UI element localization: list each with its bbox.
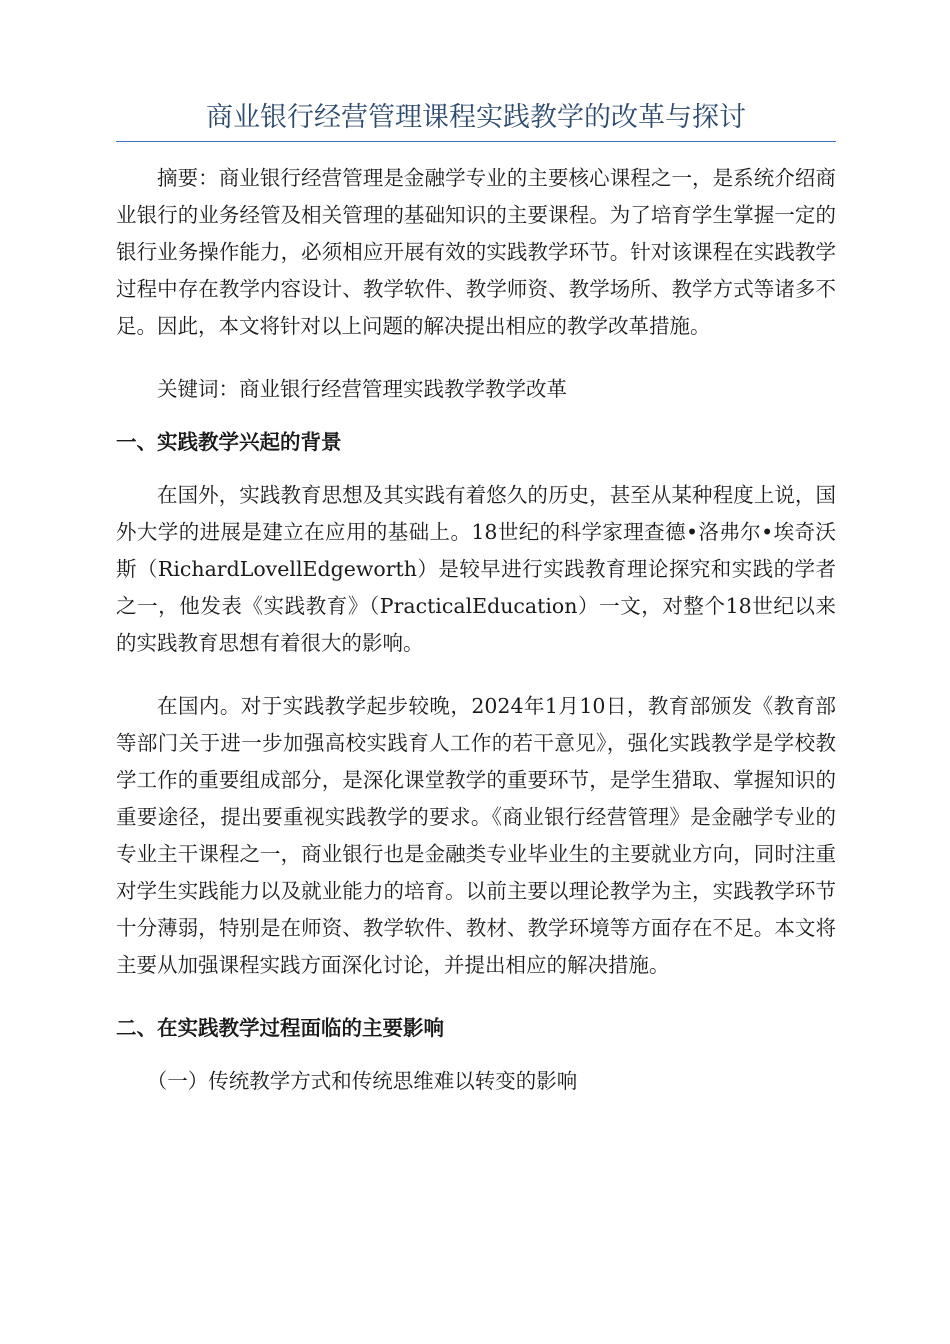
section-1-heading: 一、实践教学兴起的背景 [116,430,342,455]
title-underline [116,141,836,142]
document-page [116,100,836,1100]
section-1-paragraph-1: 在国外，实践教育思想及其实践有着悠久的历史，甚至从某种程度上说，国外大学的进展是建立在应用的基础上。18世纪的科学家理查德•洛弗尔•埃奇沃斯（RichardLovellEdgeworth）是较早进行实践教育理论探究和实践的学者之一，他发表《实践教育》（PracticalEducation）一文，对整个18世纪以来的实践教育思想有着很大的影响。 [116,483,836,656]
section-2-subheading-1: （一）传统教学方式和传统思维难以转变的影响 [146,1069,578,1094]
document-title: 商业银行经营管理课程实践教学的改革与探讨 [206,102,746,133]
section-2-heading: 二、在实践教学过程面临的主要影响 [116,1016,444,1041]
keywords-paragraph: 关键词：商业银行经营管理实践教学教学改革 [157,377,567,402]
section-1-paragraph-2: 在国内。对于实践教学起步较晚，2024年1月10日，教育部颁发《教育部等部门关于进一步加强高校实践育人工作的若干意见》，强化实践教学是学校教学工作的重要组成部分，是深化课堂教学的重要环节，是学生猎取、掌握知识的重要途径，提出要重视实践教学的要求。《商业银行经营管理》是金融学专业的专业主干课程之一，商业银行也是金融类专业毕业生的主要就业方向，同时注重对学生实践能力以及就业能力的培育。以前主要以理论教学为主，实践教学环节十分薄弱，特别是在师资、教学软件、教材、教学环境等方面存在不足。本文将主要从加强课程实践方面深化讨论，并提出相应的解决措施。 [116,694,836,978]
abstract-paragraph: 摘要：商业银行经营管理是金融学专业的主要核心课程之一，是系统介绍商业银行的业务经管及相关管理的基础知识的主要课程。为了培育学生掌握一定的银行业务操作能力，必须相应开展有效的实践教学环节。针对该课程在实践教学过程中存在教学内容设计、教学软件、教学师资、教学场所、教学方式等诸多不足。因此，本文将针对以上问题的解决提出相应的教学改革措施。 [116,166,836,339]
